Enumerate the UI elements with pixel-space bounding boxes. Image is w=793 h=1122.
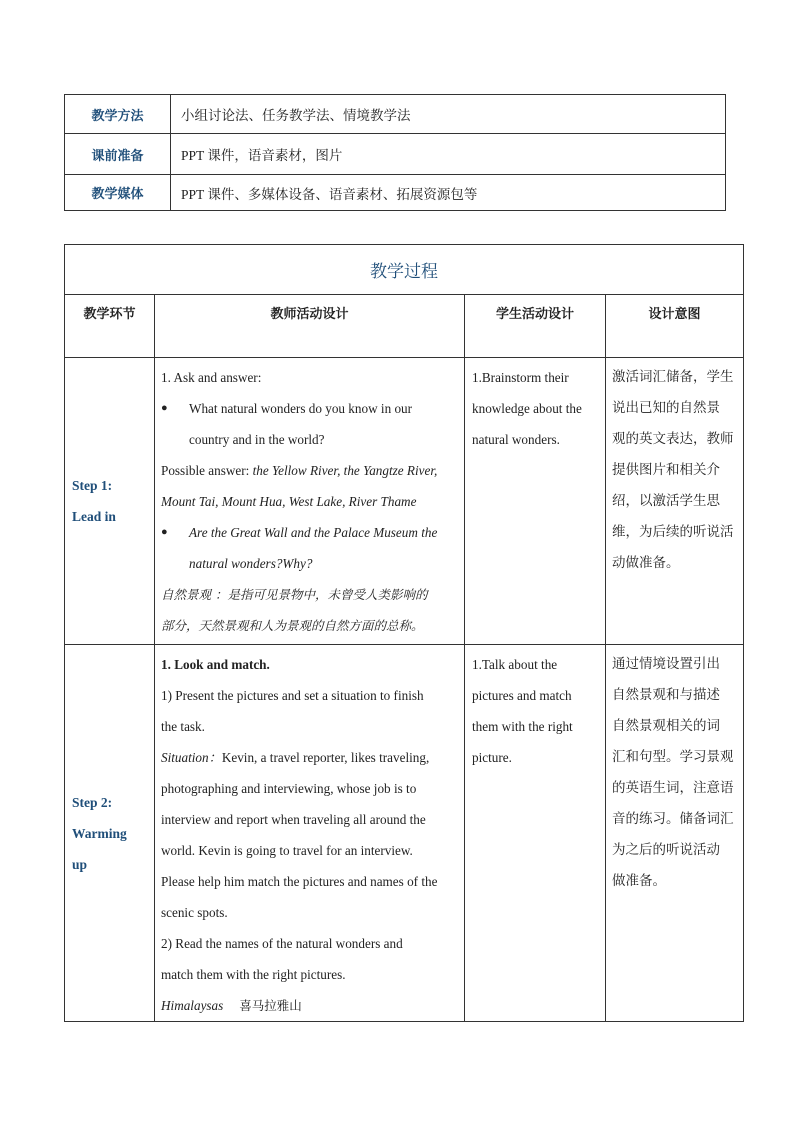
teacher-line: the task. xyxy=(161,719,205,734)
intent-line: 维，为后续的听说活 xyxy=(612,524,734,540)
step-line: up xyxy=(72,856,88,872)
teacher-line xyxy=(161,742,458,773)
header-row xyxy=(65,295,744,358)
header-student: 学生活动设计 xyxy=(465,295,606,358)
possible-answer-label: Possible answer: xyxy=(161,463,253,478)
intent-line: 为之后的听说活动 xyxy=(612,842,720,858)
info-value: 小组讨论法、任务教学法、情境教学法 xyxy=(171,95,726,134)
step-line: Step 1: xyxy=(72,478,113,493)
intent-line: 汇和句型。学习景观 xyxy=(612,749,734,765)
intent-line: 观的英文表达，教师 xyxy=(612,431,734,447)
process-title: 教学过程 xyxy=(65,245,744,295)
step2-student-activity xyxy=(465,645,606,1022)
step1-student-activity xyxy=(465,358,606,645)
step-line: Warming xyxy=(72,825,127,841)
teacher-line: photographing and interviewing, whose job is to xyxy=(161,781,417,796)
definition-line: 自然景观 ：是指可见景物中，未曾受人类影响的 xyxy=(161,587,428,602)
teacher-line: match them with the right pictures. xyxy=(161,967,346,982)
teacher-line: ● Are the Great Wall and the Palace Museum the xyxy=(161,517,458,548)
info-row-media xyxy=(65,175,726,211)
intent-line: 提供图片和相关介 xyxy=(612,462,720,478)
process-table xyxy=(64,244,744,1022)
step1-design-intent xyxy=(606,358,744,645)
teacher-line: scenic spots. xyxy=(161,905,228,920)
teacher-line: ● What natural wonders do you know in our xyxy=(161,393,458,424)
step-line: Lead in xyxy=(72,509,116,524)
wonder-name-cn: 喜马拉雅山 xyxy=(239,998,302,1013)
teacher-line: 1. Ask and answer: xyxy=(161,370,262,385)
step1-label xyxy=(65,358,155,645)
step2-design-intent xyxy=(606,645,744,1022)
info-row-method xyxy=(65,95,726,134)
student-line: pictures and match xyxy=(472,688,572,703)
intent-line: 音的练习。储备词汇 xyxy=(612,811,734,827)
student-line: picture. xyxy=(472,750,512,765)
teacher-line: natural wonders?Why? xyxy=(189,556,313,571)
info-value: PPT 课件，语音素材，图片 xyxy=(171,134,726,175)
teacher-line: 1) Present the pictures and set a situation to finish xyxy=(161,688,424,703)
teacher-line xyxy=(161,455,458,486)
intent-line: 做准备。 xyxy=(612,873,666,889)
header-stage: 教学环节 xyxy=(65,295,155,358)
teacher-line: 1. Look and match. xyxy=(161,657,270,672)
student-line: natural wonders. xyxy=(472,432,560,447)
situation-text: Kevin, a travel reporter, likes traveling, xyxy=(221,750,430,765)
student-line: 1.Talk about the xyxy=(472,657,558,672)
intent-line: 的英语生词，注意语 xyxy=(612,780,734,796)
header-teacher: 教师活动设计 xyxy=(155,295,465,358)
step-line: Step 2: xyxy=(72,794,113,810)
header-intent: 设计意图 xyxy=(606,295,744,358)
teacher-line: interview and report when traveling all around the xyxy=(161,812,426,827)
intent-line: 说出已知的自然景 xyxy=(612,400,720,416)
intent-line: 通过情境设置引出 xyxy=(612,656,720,672)
step1-teacher-activity xyxy=(155,358,465,645)
student-line: 1.Brainstorm their xyxy=(472,370,569,385)
wonder-name-en: Himalaysas xyxy=(161,998,224,1013)
info-label: 教学方法 xyxy=(65,95,171,134)
step1-row xyxy=(65,358,744,645)
info-value: PPT 课件、多媒体设备、语音素材、拓展资源包等 xyxy=(171,175,726,211)
info-table xyxy=(64,94,726,211)
teacher-line: Please help him match the pictures and names of the xyxy=(161,874,438,889)
teacher-line: 2) Read the names of the natural wonders and xyxy=(161,936,403,951)
student-line: knowledge about the xyxy=(472,401,582,416)
info-label: 教学媒体 xyxy=(65,175,171,211)
step2-label xyxy=(65,645,155,1022)
teacher-line: Mount Tai, Mount Hua, West Lake, River Thame xyxy=(161,494,417,509)
intent-line: 激活词汇储备，学生 xyxy=(612,369,734,385)
info-row-preparation xyxy=(65,134,726,175)
possible-answer-text: the Yellow River, the Yangtze River, xyxy=(252,463,438,478)
intent-line: 自然景观和与描述 xyxy=(612,687,720,703)
definition-line: 部分，天然景观和人为景观的自然方面的总称。 xyxy=(161,618,424,633)
step2-teacher-activity xyxy=(155,645,465,1022)
teacher-line xyxy=(161,990,458,1021)
step2-row xyxy=(65,645,744,1022)
intent-line: 绍，以激活学生思 xyxy=(612,493,720,509)
info-label: 课前准备 xyxy=(65,134,171,175)
teacher-line: world. Kevin is going to travel for an interview. xyxy=(161,843,413,858)
student-line: them with the right xyxy=(472,719,573,734)
intent-line: 自然景观相关的词 xyxy=(612,718,720,734)
teacher-line: country and in the world? xyxy=(189,432,325,447)
intent-line: 动做准备。 xyxy=(612,555,680,571)
situation-label: Situation： xyxy=(161,750,222,765)
